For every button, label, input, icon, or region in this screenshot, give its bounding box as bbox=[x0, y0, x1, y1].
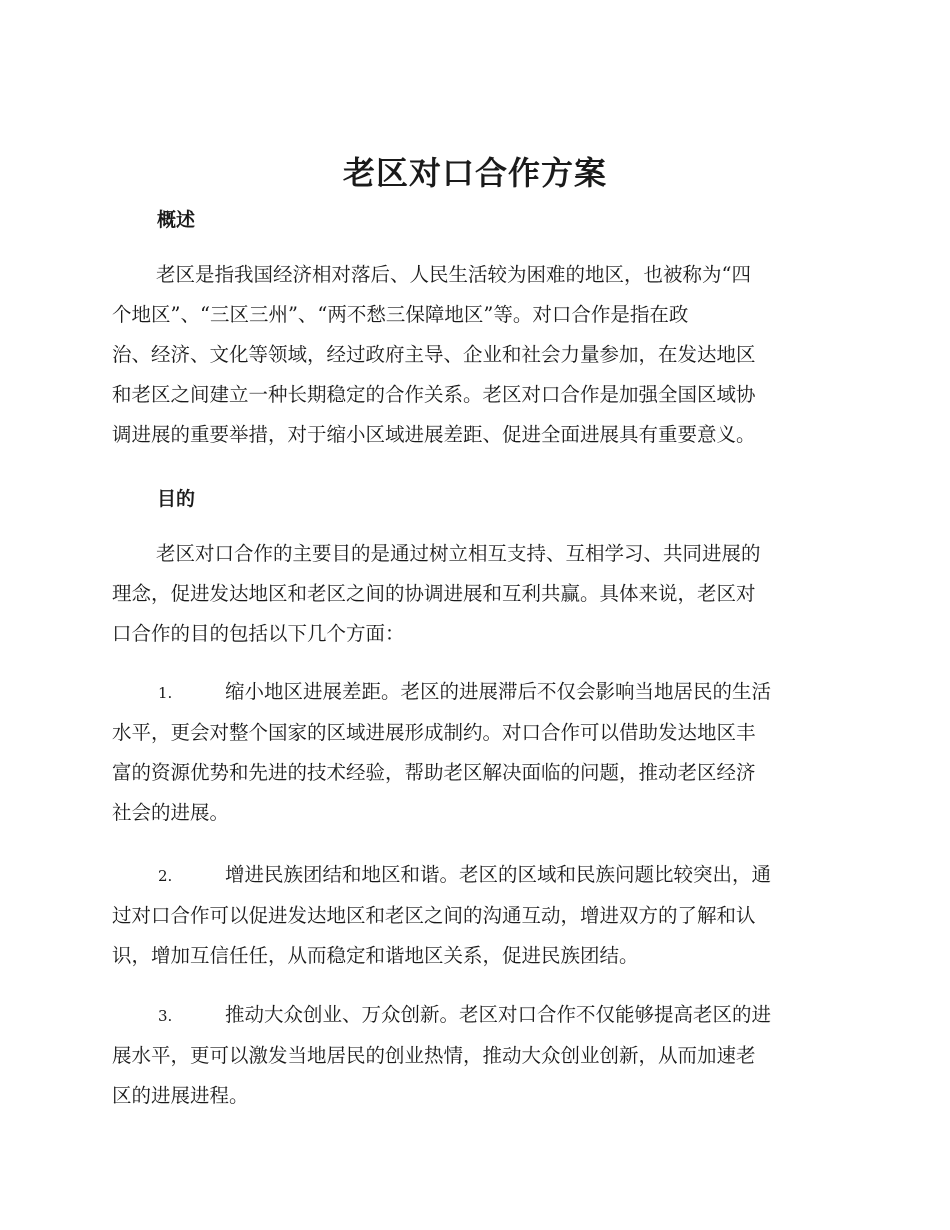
paragraph-line: 个地区”、“三区三州”、“两不愁三保障地区”等。对口合作是指在政 bbox=[112, 303, 689, 326]
paragraph-overview bbox=[112, 255, 832, 455]
item-text: 缩小地区进展差距。老区的进展滞后不仅会影响当地居民的生活 bbox=[225, 680, 772, 703]
paragraph-line: 区的进展进程。 bbox=[112, 1084, 249, 1107]
section-heading-overview: 概述 bbox=[157, 209, 196, 231]
paragraph-line: 理念，促进发达地区和老区之间的协调进展和互利共赢。具体来说，老区对 bbox=[112, 582, 756, 605]
paragraph-purpose bbox=[112, 534, 832, 654]
paragraph-line: 调进展的重要举措，对于缩小区域进展差距、促进全面进展具有重要意义。 bbox=[112, 423, 756, 446]
section-heading-purpose: 目的 bbox=[157, 488, 196, 510]
item-number: 1. bbox=[158, 684, 173, 702]
document-title: 老区对口合作方案 bbox=[342, 154, 607, 192]
numbered-item-1 bbox=[112, 672, 832, 833]
paragraph-line: 老区对口合作的主要目的是通过树立相互支持、互相学习、共同进展的 bbox=[156, 542, 761, 565]
paragraph-line: 老区是指我国经济相对落后、人民生活较为困难的地区，也被称为“四 bbox=[156, 263, 751, 286]
paragraph-line: 社会的进展。 bbox=[112, 801, 230, 824]
paragraph-line bbox=[112, 855, 832, 896]
item-number: 3. bbox=[158, 1007, 173, 1025]
numbered-item-3 bbox=[112, 995, 832, 1116]
item-text: 增进民族团结和地区和谐。老区的区域和民族问题比较突出，通 bbox=[225, 863, 772, 886]
paragraph-line: 富的资源优势和先进的技术经验，帮助老区解决面临的问题，推动老区经济 bbox=[112, 761, 756, 784]
paragraph-line: 展水平，更可以激发当地居民的创业热情，推动大众创业创新，从而加速老 bbox=[112, 1044, 756, 1067]
item-text: 推动大众创业、万众创新。老区对口合作不仅能够提高老区的进 bbox=[225, 1003, 772, 1026]
paragraph-line: 和老区之间建立一种长期稳定的合作关系。老区对口合作是加强全国区域协 bbox=[112, 383, 756, 406]
paragraph-line bbox=[112, 995, 832, 1036]
paragraph-line: 识，增加互信任任，从而稳定和谐地区关系，促进民族团结。 bbox=[112, 944, 639, 967]
numbered-item-2 bbox=[112, 855, 832, 976]
item-number: 2. bbox=[158, 867, 173, 885]
paragraph-line: 治、经济、文化等领域，经过政府主导、企业和社会力量参加，在发达地区 bbox=[112, 343, 756, 366]
paragraph-line bbox=[112, 672, 832, 713]
paragraph-line: 水平，更会对整个国家的区域进展形成制约。对口合作可以借助发达地区丰 bbox=[112, 721, 756, 744]
paragraph-line: 过对口合作可以促进发达地区和老区之间的沟通互动，增进双方的了解和认 bbox=[112, 904, 756, 927]
paragraph-line: 口合作的目的包括以下几个方面： bbox=[112, 622, 405, 645]
